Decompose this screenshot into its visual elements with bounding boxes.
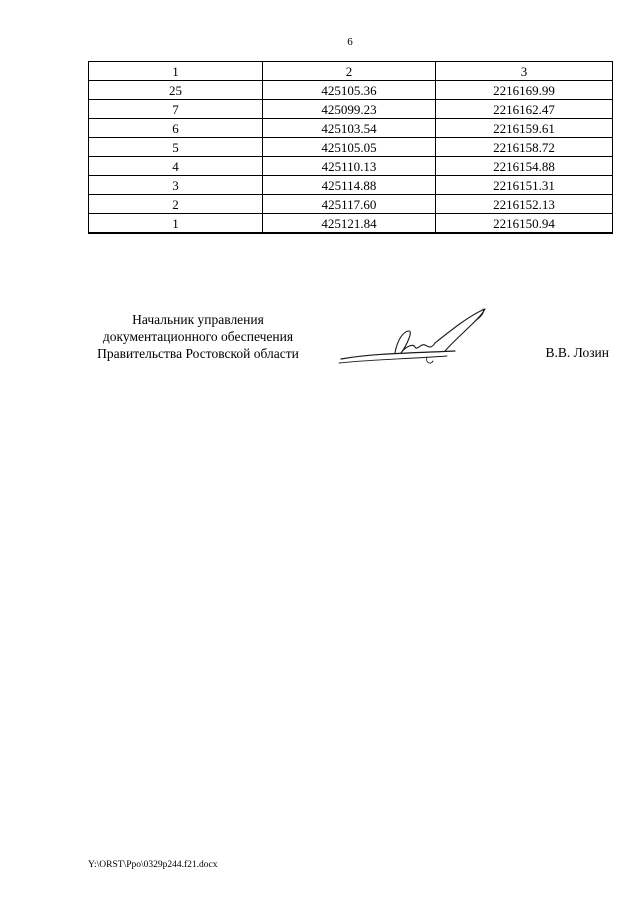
point-number-cell: 2	[89, 195, 263, 214]
coordinates-table	[88, 61, 613, 234]
table-row	[89, 214, 613, 234]
x-coordinate-cell: 425105.36	[263, 81, 436, 100]
table-header-cell: 1	[89, 62, 263, 81]
y-coordinate-cell: 2216159.61	[436, 119, 613, 138]
position-line: документационного обеспечения	[102, 329, 294, 344]
x-coordinate-cell: 425110.13	[263, 157, 436, 176]
y-coordinate-cell: 2216151.31	[436, 176, 613, 195]
x-coordinate-cell: 425117.60	[263, 195, 436, 214]
y-coordinate-cell: 2216152.13	[436, 195, 613, 214]
y-coordinate-cell: 2216150.94	[436, 214, 613, 234]
position-line: Правительства Ростовской области	[97, 346, 299, 361]
table-row	[89, 100, 613, 119]
point-number-cell: 1	[89, 214, 263, 234]
x-coordinate-cell: 425105.05	[263, 138, 436, 157]
point-number-cell: 25	[89, 81, 263, 100]
table-row	[89, 157, 613, 176]
point-number-cell: 3	[89, 176, 263, 195]
signatory-position	[88, 311, 308, 362]
signer-name: В.В. Лозин	[545, 345, 609, 360]
y-coordinate-cell: 2216162.47	[436, 100, 613, 119]
table-row	[89, 138, 613, 157]
table-header-row	[89, 62, 613, 81]
table-row	[89, 119, 613, 138]
table-header-cell: 2	[263, 62, 436, 81]
point-number-cell: 7	[89, 100, 263, 119]
y-coordinate-cell: 2216158.72	[436, 138, 613, 157]
position-line: Начальник управления	[132, 312, 264, 327]
x-coordinate-cell: 425103.54	[263, 119, 436, 138]
handwritten-signature	[335, 303, 495, 373]
x-coordinate-cell: 425121.84	[263, 214, 436, 234]
point-number-cell: 6	[89, 119, 263, 138]
table-row	[89, 81, 613, 100]
point-number-cell: 5	[89, 138, 263, 157]
point-number-cell: 4	[89, 157, 263, 176]
y-coordinate-cell: 2216169.99	[436, 81, 613, 100]
file-path: Y:\ORST\Ppo\0329p244.f21.docx	[88, 860, 218, 870]
x-coordinate-cell: 425099.23	[263, 100, 436, 119]
table-header-cell: 3	[436, 62, 613, 81]
page-number: 6	[347, 36, 353, 48]
table-row	[89, 195, 613, 214]
table-row	[89, 176, 613, 195]
y-coordinate-cell: 2216154.88	[436, 157, 613, 176]
x-coordinate-cell: 425114.88	[263, 176, 436, 195]
